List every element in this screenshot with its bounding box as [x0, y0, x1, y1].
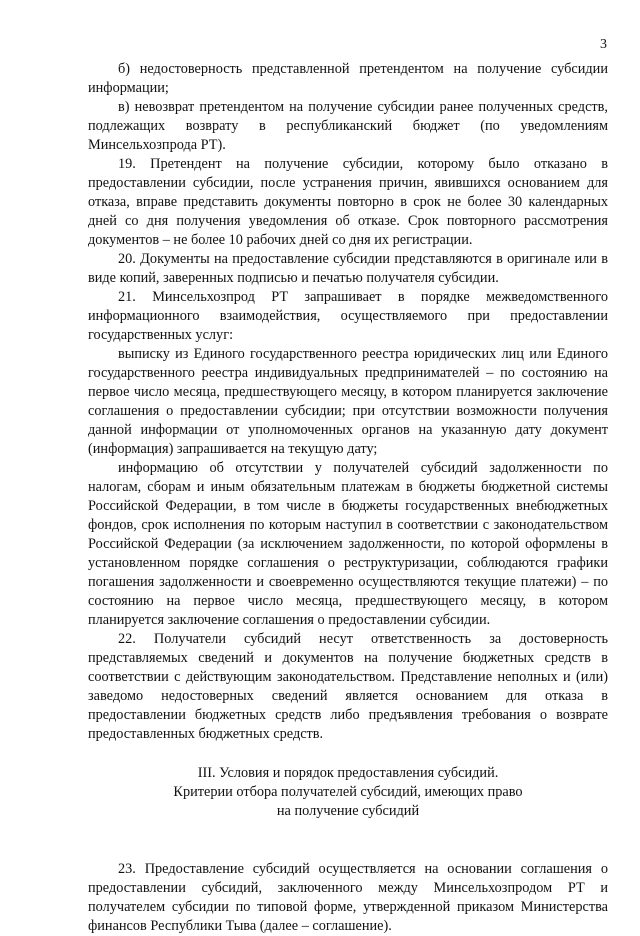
section-heading-line-3: на получение субсидий — [276, 803, 420, 819]
paragraph-21-tax-debt-info: информацию об отсутствии у получателей субсидий задолженности по налогам, сборам и иным обязательным платежам в бюджеты бюджетной системы Российской Федерации, в том числе в бюджеты государственных внебюджетных фондов, срок исполнения по которым наступил в соответствии с законодательством Российской Федерации (за исключением задолженности, по которой оформлены в установленном порядке соглашения о реструктуризации, соблюдаются графики погашения задолженности и своевременно осуществляются текущие платежи) – по состоянию на первое число месяца, предшествующего месяцу, в котором планируется заключение соглашения о предоставлении субсидии. — [88, 460, 608, 628]
paragraph-item-v: в) невозврат претендентом на получение субсидии ранее полученных средств, подлежащих возврату в республиканский бюджет (по уведомлениям Минсельхозпрода РТ). — [88, 99, 608, 153]
document-body — [88, 60, 608, 936]
section-heading-line-2: Критерии отбора получателей субсидий, имеющих право — [173, 784, 523, 800]
paragraph-item-b: б) недостоверность представленной претендентом на получение субсидии информации; — [88, 61, 608, 96]
section-heading — [88, 764, 608, 821]
paragraph-20: 20. Документы на предоставление субсидии представляются в оригинале или в виде копий, заверенных подписью и печатью получателя субсидии. — [88, 251, 608, 286]
paragraph-21-registry-extract: выписку из Единого государственного реестра юридических лиц или Единого государственного реестра индивидуальных предпринимателей – по состоянию на первое число месяца, предшествующего месяцу, в котором планируется заключение соглашения о предоставлении субсидии; при отсутствии возможности получения данной информации от уполномоченных органов на указанную дату документ (информация) запрашивается на текущую дату; — [88, 346, 608, 457]
paragraph-22: 22. Получатели субсидий несут ответственность за достоверность представляемых сведений и документов на получение бюджетных средств в соответствии с действующим законодательством. Представление неполных и (или) заведомо недостоверных сведений является основанием для отказа в предоставлении бюджетных средств либо предъявления требования о возврате предоставленных бюджетных средств. — [88, 631, 608, 742]
page-number: 3 — [600, 37, 607, 52]
paragraph-19: 19. Претендент на получение субсидии, которому было отказано в предоставлении субсидии, после устранения причин, явившихся основанием для отказа, вправе представить документы повторно в срок не более 30 календарных дней со дня получения уведомления об отказе. Срок повторного рассмотрения документов – не более 10 рабочих дней со дня их регистрации. — [88, 156, 608, 248]
paragraph-23: 23. Предоставление субсидий осуществляется на основании соглашения о предоставлении субсидий, заключенного между Минсельхозпродом РТ и получателем субсидии по типовой форме, утвержденной приказом Министерства финансов Республики Тыва (далее – соглашение). — [88, 861, 608, 934]
paragraph-21: 21. Минсельхозпрод РТ запрашивает в порядке межведомственного информационного взаимодействия, осуществляемого при предоставлении государственных услуг: — [88, 289, 608, 343]
section-heading-line-1: III. Условия и порядок предоставления субсидий. — [197, 765, 499, 781]
